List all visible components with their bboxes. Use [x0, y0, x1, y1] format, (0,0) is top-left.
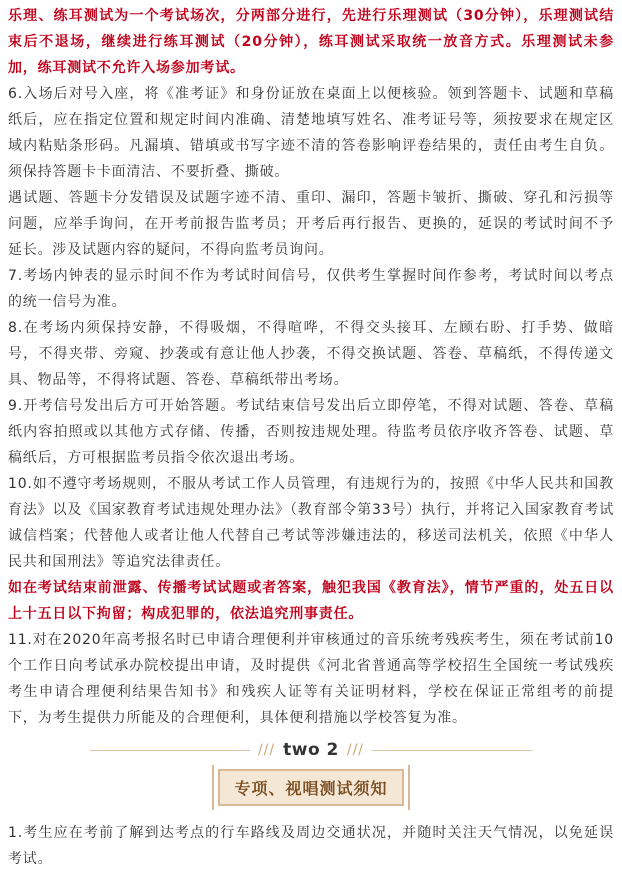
- rule-paragraph: 10.如不遵守考场规则，不服从考试工作人员管理，有违规行为的，按照《中华人民共和国教育法》以及《国家教育考试违规处理办法》（教育部令第33号）执行，并将记入国家教育考试诚信档案；代替他人或者让他人代替自己考试等涉嫌违法的，移送司法机关，依照《中华人民共和国刑法》等追究法律责任。: [8, 476, 614, 570]
- divider-line-right: [372, 750, 532, 751]
- rule-paragraph: 乐理、练耳测试为一个考试场次，分两部分进行，先进行乐理测试（30分钟），乐理测试结束后不退场，继续进行练耳测试（20分钟），练耳测试采取统一放音方式。乐理测试未参加，练耳测试不允许入场参加考试。: [8, 8, 614, 76]
- rule-paragraph: 9.开考信号发出后方可开始答题。考试结束信号发出后立即停笔，不得对试题、答卷、草稿纸内容拍照或以其他方式存储、传播，否则按违规处理。待监考员依序收齐答卷、试题、草稿纸后，方可根据监考员指令依次退出考场。: [8, 398, 614, 466]
- section-title-wrap: [8, 769, 614, 806]
- rule-paragraph: 11.对在2020年高考报名时已申请合理便利并审核通过的音乐统考残疾考生，须在考试前10个工作日向考试承办院校提出申请，及时提供《河北省普通高等学校招生全国统一考试残疾考生申请合理便利结果告知书》和残疾人证等有关证明材料，学校在保证正常组考的前提下，为考生提供力所能及的合理便利，具体便利措施以学校答复为准。: [8, 632, 614, 726]
- divider-slashes-right: ///: [346, 742, 365, 758]
- section-title: 专项、视唱测试须知: [218, 769, 403, 806]
- section-paragraphs: [8, 820, 614, 872]
- rules-paragraphs: [8, 3, 614, 731]
- rule-paragraph: 如在考试结束前泄露、传播考试试题或者答案，触犯我国《教育法》，情节严重的，处五日以上十五日以下拘留；构成犯罪的，依法追究刑事责任。: [8, 580, 614, 622]
- rule-paragraph: 8.在考场内须保持安静，不得吸烟，不得喧哗，不得交头接耳、左顾右盼、打手势、做暗号，不得夹带、旁窥、抄袭或有意让他人抄袭，不得交换试题、答卷、草稿纸，不得传递文具、物品等，不得将试题、答卷、草稿纸带出考场。: [8, 320, 614, 388]
- section-divider: [8, 735, 614, 765]
- rule-paragraph: 1.考生应在考前了解到达考点的行车路线及周边交通状况，并随时关注天气情况，以免延误考试。: [8, 825, 614, 867]
- rule-paragraph: 6.入场后对号入座，将《准考证》和身份证放在桌面上以便核验。领到答题卡、试题和草稿纸后，应在指定位置和规定时间内准确、清楚地填写姓名、准考证号等，须按要求在规定区域内粘贴条形码。凡漏填、错填或书写字迹不清的答卷影响评卷结果的，责任由考生自负。须保持答题卡卡面清洁、不要折叠、撕破。: [8, 86, 614, 180]
- section-number-label: two 2: [283, 740, 339, 760]
- divider-slashes-left: ///: [257, 742, 276, 758]
- rule-paragraph: 7.考场内钟表的显示时间不作为考试时间信号，仅供考生掌握时间作参考，考试时间以考点的统一信号为准。: [8, 268, 614, 310]
- rule-paragraph: 遇试题、答题卡分发错误及试题字迹不清、重印、漏印，答题卡皱折、撕破、穿孔和污损等问题，应举手询问，在开考前报告监考员；开考后再行报告、更换的，延误的考试时间不予延长。涉及试题内容的疑问，不得向监考员询问。: [8, 190, 614, 258]
- divider-line-left: [90, 750, 250, 751]
